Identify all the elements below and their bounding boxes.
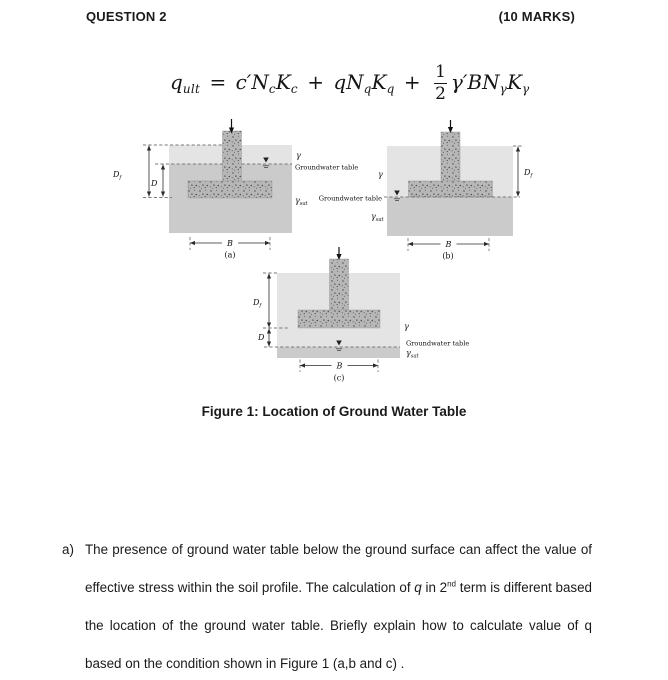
gamma-sat-label-c: $\gamma_{sat}$ [406, 348, 419, 360]
figure-caption: Figure 1: Location of Ground Water Table [201, 404, 467, 419]
svg-text:B: B [336, 361, 343, 371]
figure-1-diagrams [0, 118, 668, 403]
footing-pad-c [298, 310, 380, 328]
footing-pad-b [409, 181, 493, 197]
tag-b: (b) [442, 251, 454, 261]
tag-c: (c) [333, 373, 345, 383]
groundwater-table-label-c: Groundwater table [406, 339, 470, 348]
dimension-df-c [252, 274, 271, 328]
figure-1 [0, 118, 668, 403]
part-a-marker: a) [62, 542, 74, 557]
tag-a: (a) [224, 250, 236, 260]
svg-text:D: D [151, 179, 158, 188]
dimension-b-c [300, 360, 378, 373]
svg-text:B: B [227, 239, 233, 248]
gamma-label-c: γ [404, 322, 409, 331]
gamma-sat-label-b: $\gamma_{sat}$ [371, 212, 384, 223]
svg-text:Df: $D_f$ [113, 170, 122, 181]
gamma-sat-label-a: $\gamma_{sat}$ [295, 196, 308, 207]
footing-column-a [223, 131, 242, 182]
dimension-d-c [257, 329, 271, 347]
diagram-b [319, 120, 534, 261]
dimension-df-a [112, 146, 151, 197]
svg-text:D: D [258, 333, 265, 342]
dimension-df-b [516, 147, 534, 197]
groundwater-table-label-b: Groundwater table [318, 194, 382, 203]
part-a-text: The presence of ground water table below the ground surface can affect the value of effective stress within the soil profile. The calculation of q in 2nd term is different based the location of the ground water table. Briefly explain how to calculate value of q based on the condition shown in Figure 1 (a,b and c) . [85, 542, 592, 671]
diagram-c [252, 247, 469, 383]
gamma-label-a: γ [296, 151, 301, 160]
footing-column-c [330, 259, 349, 310]
marks-label: (10 MARKS) [498, 9, 575, 24]
svg-text:Df: $D_f$ [253, 298, 262, 309]
dimension-d-a [150, 165, 165, 197]
question-title: QUESTION 2 [86, 9, 167, 24]
footing-pad-a [188, 181, 272, 198]
groundwater-table-label-a: Groundwater table [295, 163, 359, 172]
question-header [86, 9, 575, 24]
footing-column-b [441, 132, 460, 182]
gamma-label-b: γ [378, 170, 383, 179]
svg-text:B: B [445, 240, 452, 249]
dimension-b-b [408, 238, 489, 251]
dimension-b-a [190, 237, 270, 250]
bearing-capacity-equation: $q_{ult} = c'N_cK_c + qN_qK_q$ + $\frac{1}{2}$ $\gamma'BN_\gamma K_\gamma$ [170, 62, 530, 104]
soil-saturated-b [387, 197, 513, 236]
svg-text:Df: $D_f$ [524, 168, 533, 179]
question-part-a [62, 531, 592, 680]
diagram-a [112, 119, 358, 260]
